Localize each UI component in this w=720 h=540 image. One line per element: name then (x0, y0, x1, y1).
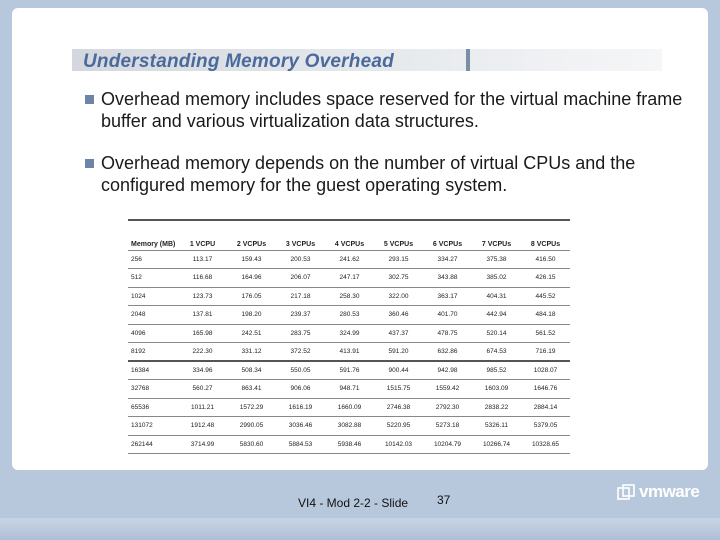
table-cell-value: 5326.11 (472, 417, 521, 436)
table-cell-value: 5273.18 (423, 417, 472, 436)
table-cell-value: 1559.42 (423, 380, 472, 399)
table-body (128, 250, 570, 454)
table-cell-value: 360.46 (374, 306, 423, 325)
table-row (128, 343, 570, 362)
table-cell-value: 863.41 (227, 380, 276, 399)
bullet-text: Overhead memory depends on the number of virtual CPUs and the configured memory for the guest operating system. (101, 153, 636, 195)
table-cell-value: 5220.95 (374, 417, 423, 436)
table-cell-value: 2746.38 (374, 398, 423, 417)
vmware-logo (617, 482, 707, 504)
table-cell-value: 159.43 (227, 250, 276, 269)
table-cell-value: 198.20 (227, 306, 276, 325)
table-cell-value: 550.05 (276, 361, 325, 380)
table-cell-value: 293.15 (374, 250, 423, 269)
table-cell-value: 1515.75 (374, 380, 423, 399)
bullet-item (85, 152, 685, 196)
bullet-text: Overhead memory includes space reserved for the virtual machine frame buffer and various virtualization data structures. (101, 89, 683, 131)
table-cell-value: 401.70 (423, 306, 472, 325)
table-row (128, 435, 570, 454)
table-row (128, 287, 570, 306)
table-cell-value: 906.06 (276, 380, 325, 399)
table-cell-value: 1572.29 (227, 398, 276, 417)
table-row (128, 269, 570, 288)
table-row (128, 250, 570, 269)
table-cell-value: 426.15 (521, 269, 570, 288)
table-cell-value: 478.75 (423, 324, 472, 343)
table-cell-value: 561.52 (521, 324, 570, 343)
overhead-table-image (128, 219, 570, 457)
table-cell-memory: 2048 (128, 306, 178, 325)
table-cell-value: 247.17 (325, 269, 374, 288)
table-cell-memory: 32768 (128, 380, 178, 399)
table-cell-value: 206.07 (276, 269, 325, 288)
table-cell-value: 10328.65 (521, 435, 570, 454)
slide-number: 37 (437, 493, 451, 507)
table-cell-memory: 131072 (128, 417, 178, 436)
vmware-logo-icon (617, 484, 635, 500)
table-cell-value: 508.34 (227, 361, 276, 380)
table-row (128, 306, 570, 325)
table-cell-value: 241.62 (325, 250, 374, 269)
vmware-logo-text: vmware (639, 482, 700, 501)
table-cell-value: 948.71 (325, 380, 374, 399)
table-cell-value: 239.37 (276, 306, 325, 325)
table-cell-value: 217.18 (276, 287, 325, 306)
table-cell-value: 413.91 (325, 343, 374, 362)
table-cell-value: 520.14 (472, 324, 521, 343)
table-cell-value: 5938.46 (325, 435, 374, 454)
table-cell-memory: 262144 (128, 435, 178, 454)
table-cell-value: 1660.09 (325, 398, 374, 417)
bullet-square-icon (85, 159, 94, 168)
title-bar-separator (466, 49, 470, 71)
table-cell-value: 1912.48 (178, 417, 227, 436)
bullet-square-icon (85, 95, 94, 104)
table-cell-value: 445.52 (521, 287, 570, 306)
table-cell-value: 3082.88 (325, 417, 374, 436)
table-cell-value: 1028.07 (521, 361, 570, 380)
table-cell-value: 242.51 (227, 324, 276, 343)
table-cell-value: 3714.99 (178, 435, 227, 454)
table-cell-value: 10204.79 (423, 435, 472, 454)
table-cell-value: 1603.09 (472, 380, 521, 399)
table-cell-value: 322.00 (374, 287, 423, 306)
table-cell-value: 222.30 (178, 343, 227, 362)
table-cell-memory: 1024 (128, 287, 178, 306)
table-row (128, 361, 570, 380)
table-cell-value: 985.52 (472, 361, 521, 380)
table-cell-memory: 4096 (128, 324, 178, 343)
header-2vcpus: 2 VCPUs (227, 220, 276, 250)
table-cell-value: 437.37 (374, 324, 423, 343)
table-cell-value: 716.19 (521, 343, 570, 362)
table-cell-value: 900.44 (374, 361, 423, 380)
header-7vcpus: 7 VCPUs (472, 220, 521, 250)
table-cell-value: 116.68 (178, 269, 227, 288)
slide-title: Understanding Memory Overhead (83, 51, 394, 72)
table-cell-value: 164.96 (227, 269, 276, 288)
bullet-item (85, 88, 685, 132)
table-cell-value: 2792.30 (423, 398, 472, 417)
header-1vcpu: 1 VCPU (178, 220, 227, 250)
table-cell-value: 334.27 (423, 250, 472, 269)
header-5vcpus: 5 VCPUs (374, 220, 423, 250)
bullet-list (85, 88, 685, 216)
table-header-row (128, 220, 570, 250)
table-cell-value: 343.88 (423, 269, 472, 288)
header-4vcpus: 4 VCPUs (325, 220, 374, 250)
table-cell-value: 385.02 (472, 269, 521, 288)
table-cell-value: 363.17 (423, 287, 472, 306)
table-cell-value: 404.31 (472, 287, 521, 306)
memory-overhead-table (128, 219, 570, 454)
table-cell-value: 442.94 (472, 306, 521, 325)
table-row (128, 324, 570, 343)
table-cell-memory: 256 (128, 250, 178, 269)
header-8vcpus: 8 VCPUs (521, 220, 570, 250)
table-cell-value: 324.99 (325, 324, 374, 343)
table-cell-value: 10266.74 (472, 435, 521, 454)
table-cell-value: 200.53 (276, 250, 325, 269)
table-cell-value: 5830.60 (227, 435, 276, 454)
table-cell-value: 416.50 (521, 250, 570, 269)
table-cell-value: 283.75 (276, 324, 325, 343)
table-cell-value: 302.75 (374, 269, 423, 288)
table-cell-value: 591.76 (325, 361, 374, 380)
table-cell-value: 942.98 (423, 361, 472, 380)
table-cell-value: 560.27 (178, 380, 227, 399)
table-cell-value: 334.96 (178, 361, 227, 380)
table-cell-value: 5884.53 (276, 435, 325, 454)
table-cell-value: 258.30 (325, 287, 374, 306)
table-cell-value: 375.38 (472, 250, 521, 269)
footer-course-label: VI4 - Mod 2-2 - Slide (298, 496, 409, 510)
table-cell-value: 3036.46 (276, 417, 325, 436)
table-cell-value: 10142.03 (374, 435, 423, 454)
table-cell-value: 331.12 (227, 343, 276, 362)
table-cell-value: 1616.19 (276, 398, 325, 417)
table-cell-value: 165.98 (178, 324, 227, 343)
table-cell-value: 372.52 (276, 343, 325, 362)
table-cell-memory: 8192 (128, 343, 178, 362)
footer-strip (0, 518, 720, 540)
table-cell-value: 123.73 (178, 287, 227, 306)
table-cell-value: 484.18 (521, 306, 570, 325)
table-cell-value: 1011.21 (178, 398, 227, 417)
table-cell-value: 674.53 (472, 343, 521, 362)
table-cell-value: 2838.22 (472, 398, 521, 417)
table-cell-value: 113.17 (178, 250, 227, 269)
table-cell-value: 5379.05 (521, 417, 570, 436)
table-cell-value: 591.20 (374, 343, 423, 362)
table-cell-value: 1646.76 (521, 380, 570, 399)
table-row (128, 398, 570, 417)
table-cell-value: 632.86 (423, 343, 472, 362)
table-row (128, 380, 570, 399)
table-cell-value: 280.53 (325, 306, 374, 325)
table-cell-memory: 512 (128, 269, 178, 288)
table-cell-value: 176.05 (227, 287, 276, 306)
table-cell-value: 2990.05 (227, 417, 276, 436)
table-cell-value: 137.81 (178, 306, 227, 325)
header-memory: Memory (MB) (128, 220, 178, 250)
table-cell-memory: 16384 (128, 361, 178, 380)
header-6vcpus: 6 VCPUs (423, 220, 472, 250)
table-cell-memory: 65536 (128, 398, 178, 417)
table-cell-value: 2884.14 (521, 398, 570, 417)
header-3vcpus: 3 VCPUs (276, 220, 325, 250)
table-row (128, 417, 570, 436)
